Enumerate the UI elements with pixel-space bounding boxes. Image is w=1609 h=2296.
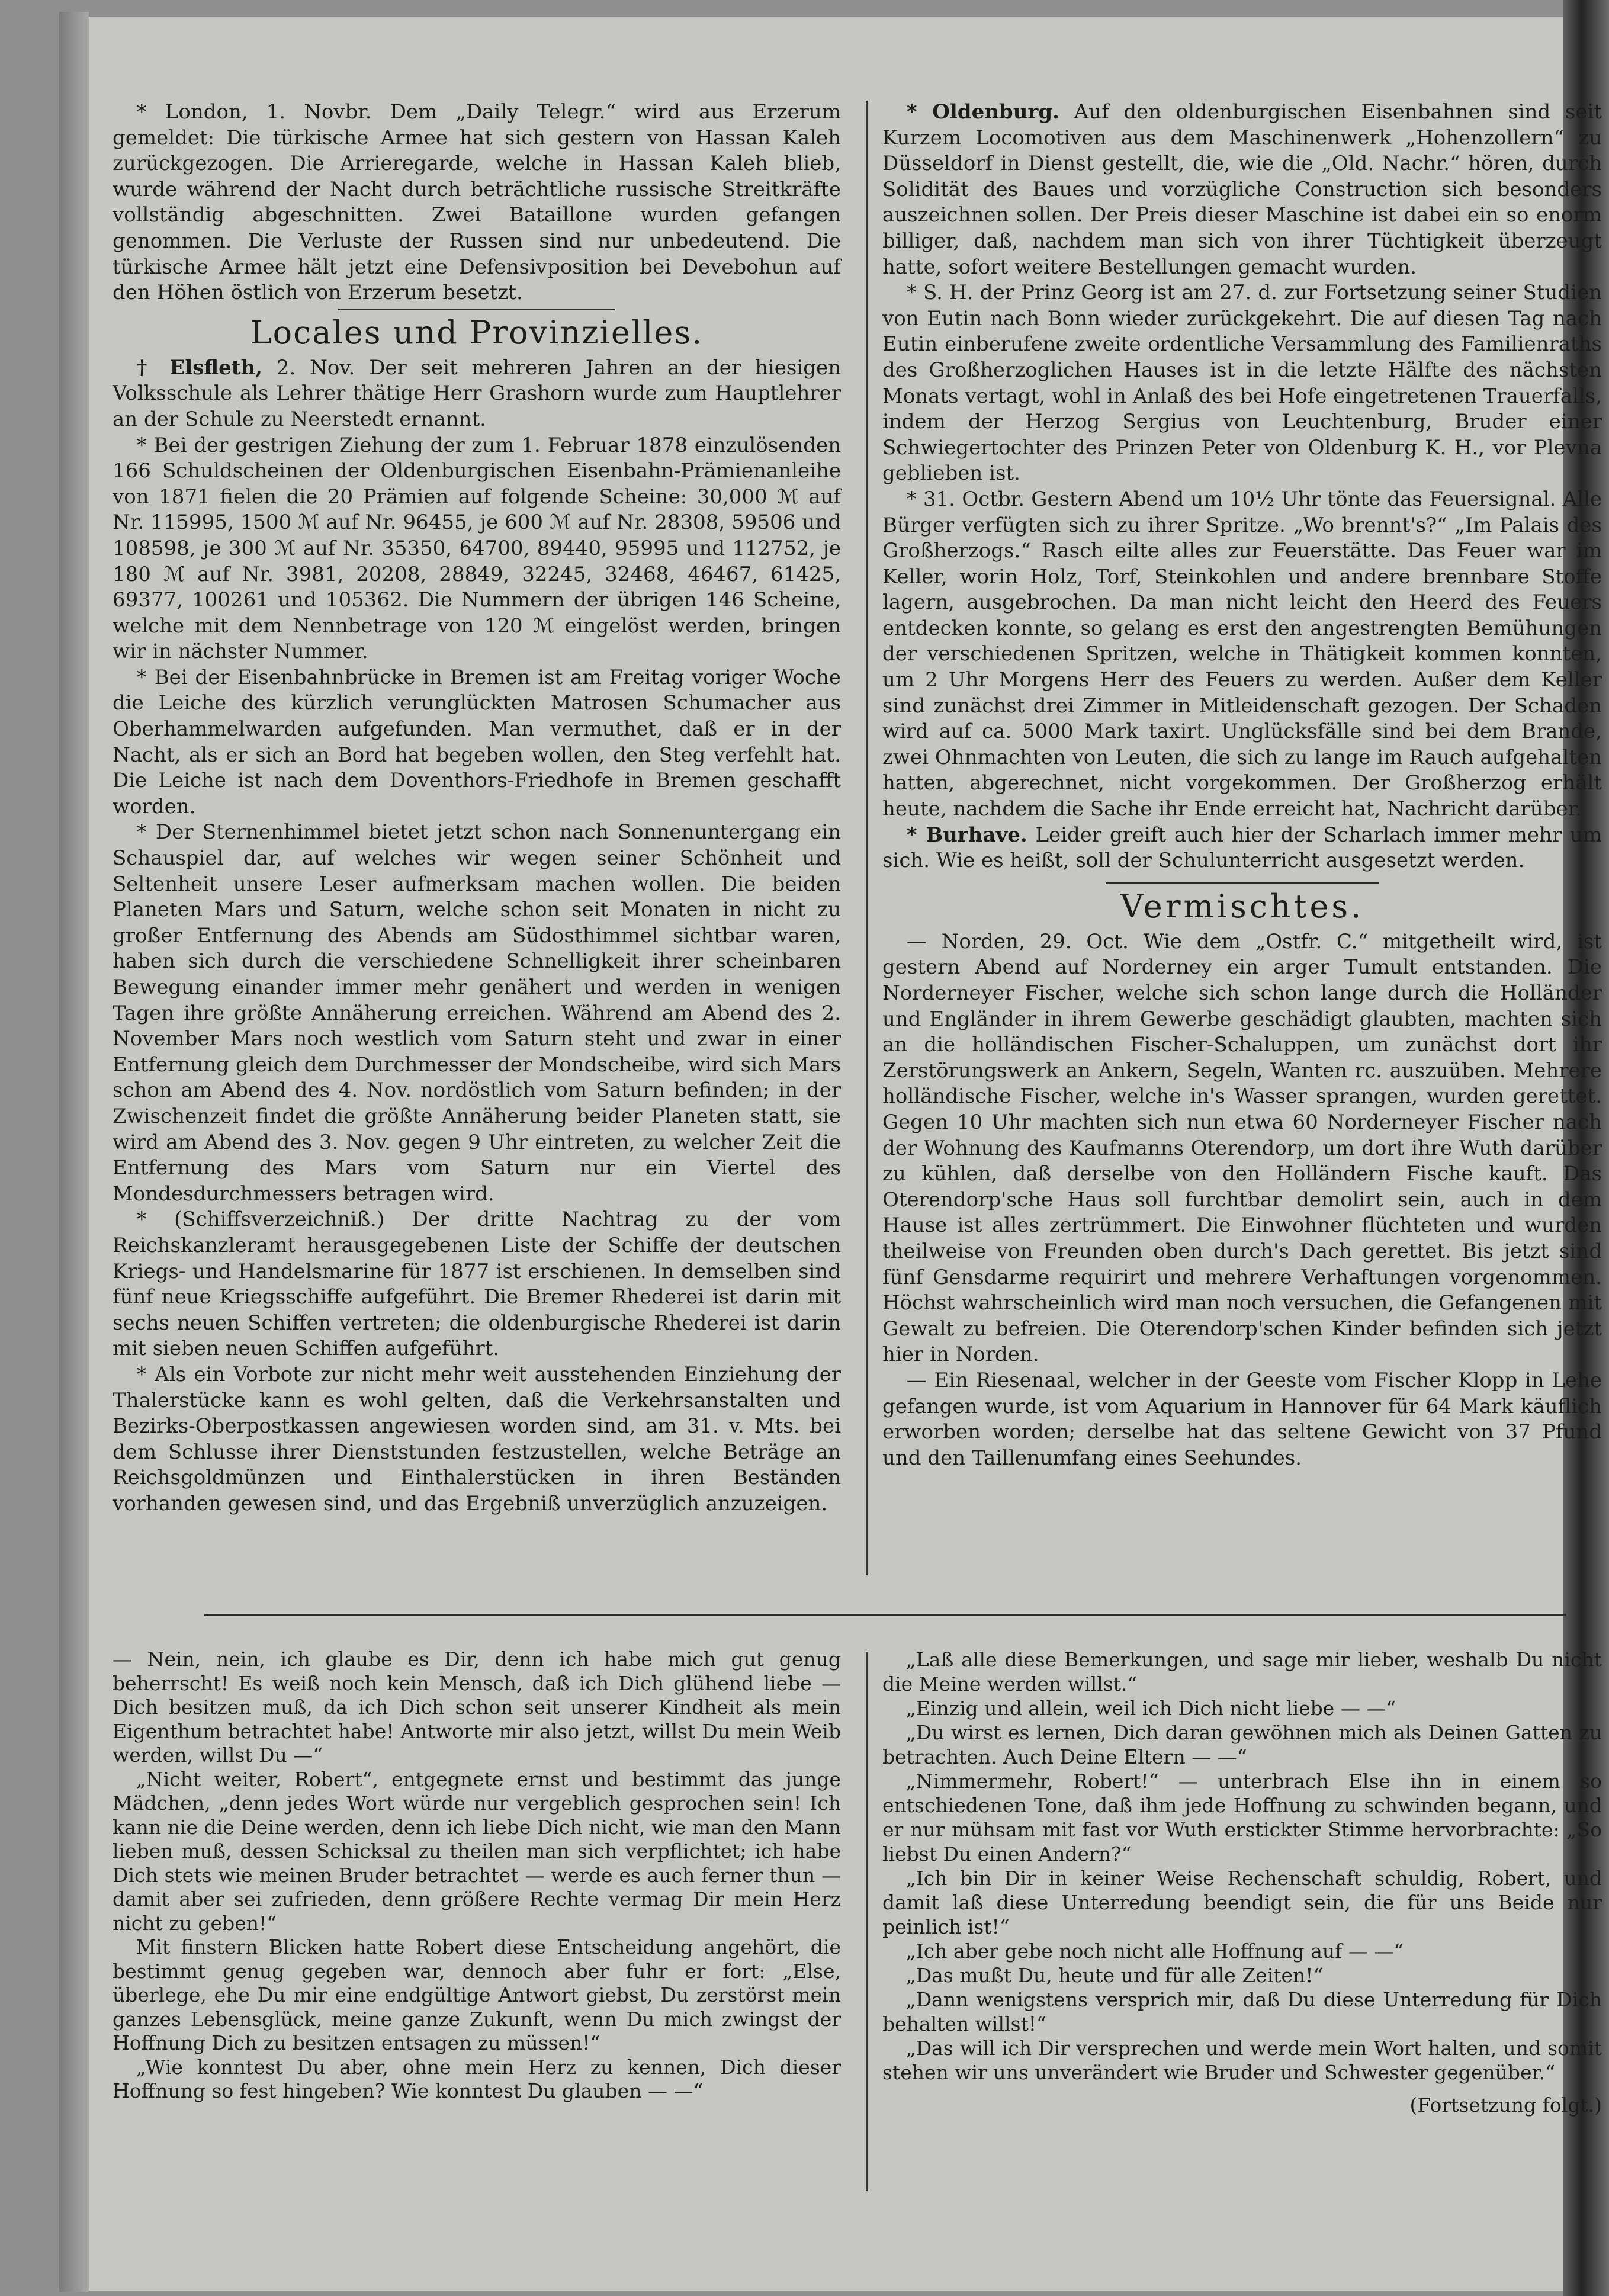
article-oldenburg-text: Auf den oldenburgischen Eisenbahnen sind seit Kurzem Locomotiven aus dem Maschinenwerk „Hohenzollern“ zu Düsseldorf in Dienst gestellt, die, wie die „Old. Nachr.“ hören, durch Solidität des Baues und vorzügliche Construction sich besonders auszeichnen sollen. Der Preis dieser Maschine ist dabei ein so enorm billiger, daß, nachdem man sich von ihrer Tüchtigkeit überzeugt hatte, sofort weitere Bestellungen gemacht wurden. [882,100,1602,279]
section-heading-locales: Locales und Provinzielles. [250,313,704,351]
column-rule-upper [866,101,868,1575]
continuation-note: (Fortsetzung folgt.) [1409,2093,1602,2117]
article-elsfleth-text: 2. Nov. Der seit mehreren Jahren an der hiesigen Volksschule als Lehrer thätige Herr Grashorn wurde zum Hauptlehrer an der Schule zu Neerstedt ernannt. [113,355,841,431]
feuilleton-right-p1: „Laß alle diese Bemerkungen, und sage mir lieber, weshalb Du nicht die Meine werden willst.“ [882,1648,1602,1695]
article-prinz-georg: * S. H. der Prinz Georg ist am 27. d. zur Fortsetzung seiner Studien von Eutin nach Bonn wieder zurückgekehrt. Die auf diesen Tag nach Eutin einberufene zweite ordentliche Versammlung des Familienraths des Großherzoglichen Hauses ist in die letzte Hälfte des nächsten Monats vertagt, wohl in Anlaß des bei Hofe eingetretenen Trauerfalls, indem der Herzog Sergius von Leuchtenburg, Bruder einer Schwiegertochter des Prinzen Peter von Oldenburg K. H., vor Plevna geblieben ist. [882,281,1602,486]
feuilleton-right-p5: „Ich bin Dir in keiner Weise Rechenschaft schuldig, Robert, und damit laß diese Unterredung beendigt sein, die für uns Beide nur peinlich ist!“ [882,1867,1602,1938]
feuilleton-separator [204,1614,1566,1616]
article-oldenburg [882,99,1602,280]
article-eisenbahnbruecke: * Bei der Eisenbahnbrücke in Bremen ist am Freitag voriger Woche die Leiche des kürzlich verunglückten Matrosen Schumacher aus Oberhammelwarden aufgefunden. Man vermuthet, daß er in der Nacht, als er sich an Bord hat begeben wollen, den Steg verfehlt hat. Die Leiche ist nach dem Doventhors-Friedhofe in Bremen geschafft worden. [113,665,841,818]
dateline-burhave: * Burhave. [906,823,1027,847]
feuilleton-right-p9: „Das will ich Dir versprechen und werde mein Wort halten, und somit stehen wir uns unverändert wie Bruder und Schwester gegenüber.“ [882,2037,1602,2084]
section-heading-vermischtes: Vermischtes. [1120,887,1364,925]
article-elsfleth [113,355,841,433]
feuilleton-left-p3: Mit finstern Blicken hatte Robert diese Entscheidung angehört, die bestimmt genug gegeben war, dennoch aber fuhr er fort: „Else, überlege, ehe Du mir eine endgültige Antwort giebst, Du zerstörst mein ganzes Lebensglück, meine ganze Zukunft, wenn Du mich zwingst der Hoffnung Dich zu besitzen entsagen zu müssen!“ [113,1935,841,2054]
feuilleton-right-p8: „Dann wenigstens versprich mir, daß Du diese Unterredung für Dich behalten willst!“ [882,1988,1602,2035]
column-rule-lower [866,1652,868,2191]
feuilleton-left-p4: „Wie konntest Du aber, ohne mein Herz zu kennen, Dich dieser Hoffnung so fest hingeben? Wie konntest Du glauben — —“ [113,2055,841,2102]
article-riesenaal: — Ein Riesenaal, welcher in der Geeste vom Fischer Klopp in Lehe gefangen wurde, ist vom Aquarium in Hannover für 64 Mark käuflich erworben worden; derselbe hat das seltene Gewicht von 37 Pfund und den Taillenumfang eines Seehundes. [882,1368,1602,1470]
feuilleton-left-p1: — Nein, nein, ich glaube es Dir, denn ich habe mich gut genug beherrscht! Es weiß noch kein Mensch, daß ich Dich glühend liebe — Dich besitzen muß, da ich Dich schon seit unserer Kindheit als mein Eigenthum betrachtet habe! Antworte mir also jetzt, willst Du mein Weib werden, willst Du —“ [113,1648,841,1767]
article-london: * London, 1. Novbr. Dem „Daily Telegr.“ wird aus Erzerum gemeldet: Die türkische Armee hat sich gestern von Hassan Kaleh zurückgezogen. Die Arrieregarde, welche in Hassan Kaleh blieb, wurde während der Nacht durch beträchtliche russische Streitkräfte vollständig abgeschnitten. Zwei Bataillone wurden gefangen genommen. Die Verluste der Russen sind nur unbedeutend. Die türkische Armee hält jetzt eine Defensivposition bei Devebohun auf den Höhen östlich von Erzerum besetzt. [113,100,841,305]
feuilleton-left [113,1648,841,2104]
article-feuersignal: * 31. Octbr. Gestern Abend um 10½ Uhr tönte das Feuersignal. Alle Bürger verfügten sich zu ihrer Spritze. „Wo brennt's?“ „Im Palais des Großherzogs.“ Rasch eilte alles zur Feuerstätte. Das Feuer war im Keller, worin Holz, Torf, Steinkohlen und andere brennbare Stoffe lagern, ausgebrochen. Da man nicht leicht den Heerd des Feuers entdecken konnte, so gelang es erst den angestrengten Bemühungen der verschiedenen Spritzen, welche in Thätigkeit kommen konnten, um 2 Uhr Morgens Herr des Feuers zu werden. Außer dem Keller sind zunächst drei Zimmer in Mitleidenschaft gezogen. Der Schaden wird auf ca. 5000 Mark taxirt. Unglücksfälle sind bei dem Brande, zwei Ohnmachten von Leuten, die sich zu lange im Rauch aufgehalten hatten, abgerechnet, nicht vorgekommen. Der Großherzog erhält heute, nachdem die Sache ihr Ende erreicht hat, Nachricht darüber. [882,487,1602,821]
article-sternenhimmel: * Der Sternenhimmel bietet jetzt schon nach Sonnenuntergang ein Schauspiel dar, auf welches wir wegen seiner Schönheit und Seltenheit unsere Leser aufmerksam machen wollen. Die beiden Planeten Mars und Saturn, welche schon seit Monaten in nicht zu großer Entfernung des Abends am Südosthimmel sichtbar waren, haben sich durch die verschiedene Schnelligkeit ihrer scheinbaren Bewegung einander immer mehr genähert und werden in wenigen Tagen ihre größte Annäherung erreichen. Während am Abend des 2. November Mars noch westlich vom Saturn steht und zwar in einer Entfernung gleich dem Durchmesser der Mondscheibe, wird sich Mars schon am Abend des 4. Nov. nordöstlich vom Saturn befinden; in der Zwischenzeit findet die größte Annäherung beider Planeten statt, sie wird am Abend des 3. Nov. gegen 9 Uhr eintreten, zu welcher Zeit die Entfernung des Mars vom Saturn nur ein Viertel des Mondesdurchmessers betragen wird. [113,820,841,1206]
article-norden: — Norden, 29. Oct. Wie dem „Ostfr. C.“ mitgetheilt wird, ist gestern Abend auf Norderney ein arger Tumult entstanden. Die Norderneyer Fischer, welche sich schon lange durch die Holländer und Engländer in ihrem Gewerbe geschädigt glaubten, machten sich an die holländischen Fischer-Schaluppen, um zunächst dort ihr Zerstörungswerk an Ankern, Segeln, Wanten rc. auszuüben. Mehrere holländische Fischer, welche in's Wasser sprangen, wurden gerettet. Gegen 10 Uhr machten sich nun etwa 60 Norderneyer Fischer nach der Wohnung des Kaufmanns Oterendorp, um dort ihre Wuth darüber zu kühlen, daß derselbe von den Holländern Fische kauft. Das Oterendorp'sche Haus soll furchtbar demolirt sein, auch in dem Hause ist alles zertrümmert. Die Einwohner flüchteten und wurden theilweise von Freunden oben durch's Dach gerettet. Bis jetzt sind fünf Gensdarme requirirt und mehrere Verhaftungen vorgenommen. Höchst wahrscheinlich wird man noch versuchen, die Gefangenen mit Gewalt zu befreien. Die Oterendorp'schen Kinder befinden sich jetzt hier in Norden. [882,929,1602,1367]
feuilleton-right-p3: „Du wirst es lernen, Dich daran gewöhnen mich als Deinen Gatten zu betrachten. Auch Deine Eltern — —“ [882,1721,1602,1768]
feuilleton-left-p2: „Nicht weiter, Robert“, entgegnete ernst und bestimmt das junge Mädchen, „denn jedes Wort würde nur vergeblich gesprochen sein! Ich kann nie die Deine werden, denn ich liebe Dich nicht, wie man den Mann lieben muß, dessen Schicksal zu theilen man sich verpflichtet; ich habe Dich stets wie meinen Bruder betrachtet — werde es auch ferner thun — damit aber sei zufrieden, denn größere Rechte vermag Dir mein Herz nicht zu geben!“ [113,1767,841,1935]
section-divider [1106,882,1379,884]
feuilleton-right-p4: „Nimmermehr, Robert!“ — unterbrach Else ihn in einem so entschiedenen Tone, daß ihm jede Hoffnung zu schwinden begann, und er nur mühsam mit fast vor Wuth erstickter Stimme hervorbrachte: „So liebst Du einen Andern?“ [882,1770,1602,1865]
feuilleton-right-p2: „Einzig und allein, weil ich Dich nicht liebe — —“ [905,1697,1396,1720]
feuilleton-right-p6: „Ich aber gebe noch nicht alle Hoffnung auf — —“ [905,1939,1404,1963]
dateline-elsfleth: † Elsfleth, [136,355,263,380]
feuilleton-right-p7: „Das mußt Du, heute und für alle Zeiten!“ [905,1964,1324,1987]
article-burhave-text: Leider greift auch hier der Scharlach immer mehr um sich. Wie es heißt, soll der Schulunterricht ausgesetzt werden. [882,823,1602,873]
column-right-upper [882,99,1602,1471]
page-edge [59,12,89,2292]
article-praemienanleihe: * Bei der gestrigen Ziehung der zum 1. Februar 1878 einzulösenden 166 Schuldscheinen der Oldenburgischen Eisenbahn-Prämienanleihe von 1871 fielen die 20 Prämien auf folgende Scheine: 30,000 ℳ auf Nr. 115995, 1500 ℳ auf Nr. 96455, je 600 ℳ auf Nr. 28308, 59506 und 108598, je 300 ℳ auf Nr. 35350, 64700, 89440, 95995 und 112752, je 180 ℳ auf Nr. 3981, 20208, 28849, 32245, 32468, 46467, 61425, 69377, 100261 und 105362. Die Nummern der übrigen 146 Scheine, welche mit dem Nennbetrage von 120 ℳ eingelöst werden, bringen wir in nächster Nummer. [113,433,841,664]
article-burhave [882,823,1602,874]
article-schiffsverzeichniss: * (Schiffsverzeichniß.) Der dritte Nachtrag zu der vom Reichskanzleramt herausgegebenen Liste der Schiffe der deutschen Kriegs- und Handelsmarine für 1877 ist erschienen. In demselben sind fünf neue Kriegsschiffe aufgeführt. Die Bremer Rhederei ist darin mit sechs neuen Schiffen vertreten; die oldenburgische Rhederei ist darin mit sieben neuen Schiffen aufgeführt. [113,1208,841,1361]
dateline-oldenburg: * Oldenburg. [906,100,1059,124]
column-left-upper [113,99,841,1517]
feuilleton-right [882,1648,1602,2117]
article-thalerstuecke: * Als ein Vorbote zur nicht mehr weit ausstehenden Einziehung der Thalerstücke kann es wohl gelten, daß die Verkehrsanstalten und Bezirks-Oberpostkassen angewiesen worden sind, am 31. v. Mts. bei dem Schlusse ihrer Dienststunden festzustellen, welche Beträge an Reichsgoldmünzen und Einthalerstücken in ihren Beständen vorhanden gewesen sind, und das Ergebniß unverzüglich anzuzeigen. [113,1362,841,1515]
section-divider [338,309,615,310]
